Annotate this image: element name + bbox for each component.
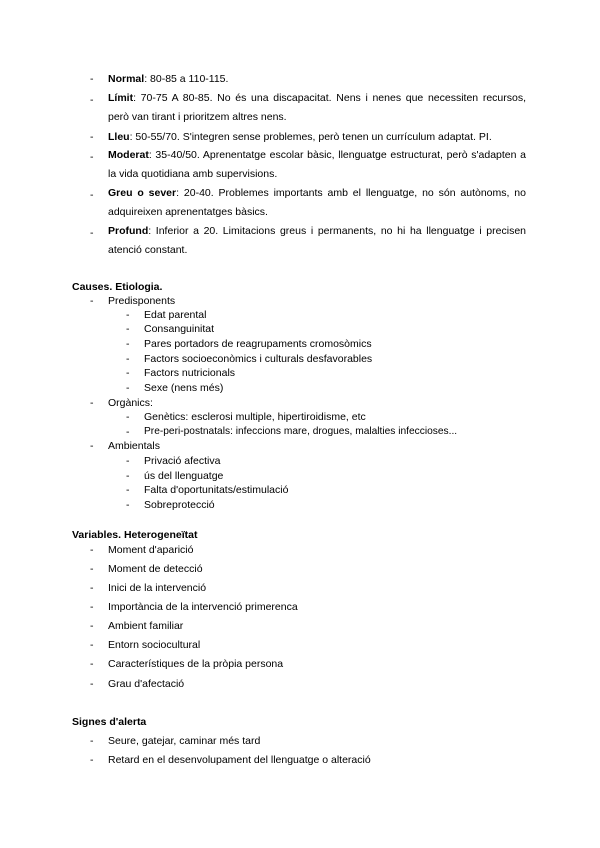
list-dash: - [126,426,130,438]
list-dash: - [90,658,94,670]
list-item: ús del llenguatge [144,470,224,482]
list-item: Característiques de la pròpia persona [108,658,284,670]
list-item: Seure, gatejar, caminar més tard [108,735,261,747]
list-dash: - [90,151,94,163]
list-item: Factors socioeconòmics i culturals desfavorables [144,353,373,365]
level-limit: Límit: 70-75 A 80-85. No és una discapacitat. Nens i nenes que necessiten recursos, però van tirant i prioritzem altres nens. [108,92,526,123]
list-dash: - [126,338,130,350]
list-dash: - [90,227,94,239]
list-item: Pares portadors de reagrupaments cromosòmics [144,338,372,350]
list-dash: - [90,397,94,409]
list-dash: - [90,544,94,556]
list-dash: - [90,440,94,452]
list-item: Sexe (nens més) [144,382,224,394]
list-dash: - [126,499,130,511]
list-item: Consanguinitat [144,323,215,335]
list-item: Inici de la intervenció [108,582,207,594]
level-greu: Greu o sever: 20-40. Problemes importants amb el llenguatge, no són autònoms, no adquireixen aprenentatges bàsics. [108,187,526,218]
list-dash: - [126,411,130,423]
list-dash: - [90,678,94,690]
list-dash: - [126,455,130,467]
list-item: Ambient familiar [108,620,184,632]
list-item: Privació afectiva [144,455,221,467]
list-item: Factors nutricionals [144,367,236,379]
list-item: Sobreprotecció [144,499,215,511]
list-dash: - [90,620,94,632]
causes-group-label: Predisponents [108,295,176,307]
list-dash: - [90,73,94,85]
list-dash: - [90,601,94,613]
list-item: Moment d'aparició [108,544,194,556]
level-lleu: Lleu: 50-55/70. S'integren sense problemes, però tenen un currículum adaptat. PI. [108,131,492,143]
list-dash: - [126,484,130,496]
causes-heading: Causes. Etiologia. [72,281,163,293]
level-profund: Profund: Inferior a 20. Limitacions greus i permanents, no hi ha llenguatge i precisen atenció constant. [108,225,526,256]
list-dash: - [126,367,130,379]
list-item: Grau d'afectació [108,678,185,690]
variables-heading: Variables. Heterogeneïtat [72,529,198,541]
list-dash: - [126,353,130,365]
list-item: Pre-peri-postnatals: infeccions mare, drogues, malalties infeccioses... [144,426,458,437]
level-normal: Normal: 80-85 a 110-115. [108,73,229,85]
list-dash: - [90,563,94,575]
causes-group-label: Orgànics: [108,397,153,409]
list-item: Importància de la intervenció primerenca [108,601,298,613]
list-dash: - [90,189,94,201]
list-item: Edat parental [144,309,207,321]
list-dash: - [90,735,94,747]
list-dash: - [90,754,94,766]
list-item: Falta d'oportunitats/estimulació [144,484,289,496]
list-item: Entorn sociocultural [108,639,201,651]
list-dash: - [90,639,94,651]
list-dash: - [90,582,94,594]
signes-heading: Signes d'alerta [72,716,147,728]
level-moderat: Moderat: 35-40/50. Aprenentatge escolar bàsic, llenguatge estructurat, però s'adapten a la vida quotidiana amb supervisions. [108,149,526,180]
list-dash: - [90,131,94,143]
list-dash: - [90,94,94,106]
list-dash: - [90,295,94,307]
list-dash: - [126,470,130,482]
causes-group-label: Ambientals [108,440,160,452]
list-dash: - [126,323,130,335]
list-dash: - [126,309,130,321]
list-item: Retard en el desenvolupament del llenguatge o alteració [108,754,371,766]
list-item: Moment de detecció [108,563,203,575]
list-dash: - [126,382,130,394]
list-item: Genètics: esclerosi multiple, hipertiroidisme, etc [144,411,366,423]
